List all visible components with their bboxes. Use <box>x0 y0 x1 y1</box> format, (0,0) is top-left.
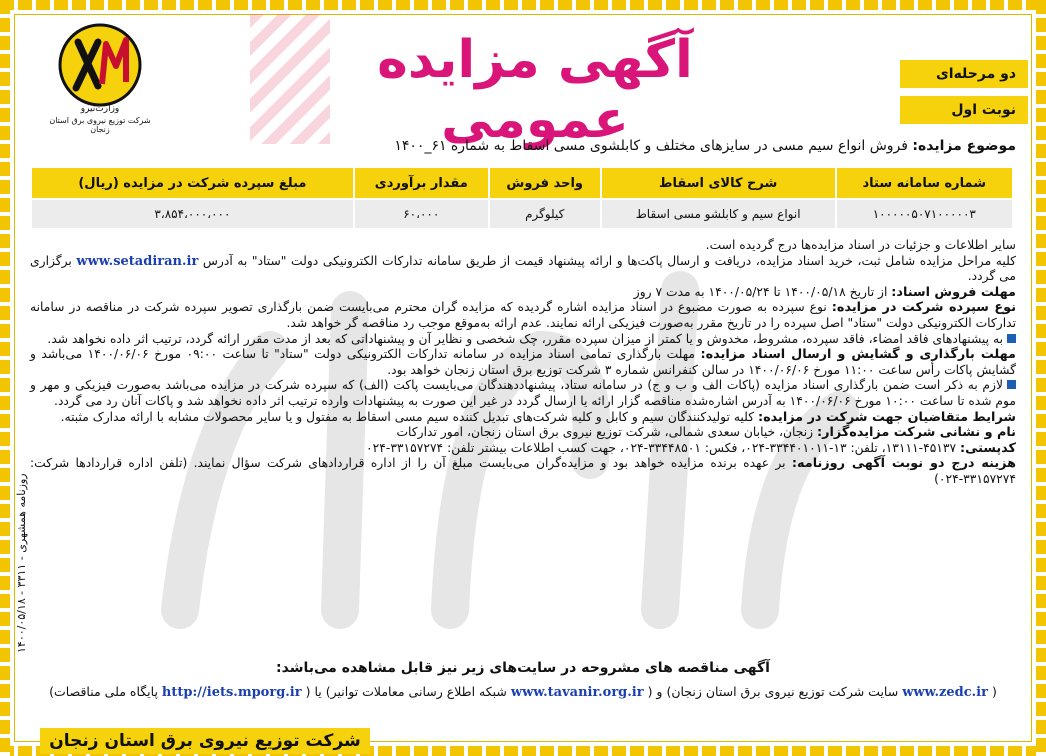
address-paragraph <box>30 425 1016 441</box>
sale-deadline-text: از تاریخ ۱۴۰۰/۰۵/۱۸ تا ۱۴۰۰/۰۵/۲۴ به مدت ۷ روز <box>633 284 888 299</box>
cost-text: بر عهده برنده مزایده خواهد بود و مزایده‌گران می‌بایست مبلغ آن را از اداره قراردادهای شرکت سؤال نمایند. (تلفن اداره قراردادها شرکت: ۳۳۱۵۷۲۷۴-۰۲۴) <box>30 456 1016 486</box>
cost-label: هزینه درج دو نوبت آگهی روزنامه: <box>791 456 1016 472</box>
deposit-paragraph <box>30 300 1016 331</box>
col-deposit-amount: مبلغ سپرده شرکت در مزایده (ریال) <box>31 167 354 199</box>
bullet-square-icon <box>1007 380 1016 389</box>
col-item-description: شرح کالای اسقاط <box>601 167 836 199</box>
bullet-text: لازم به ذکر است ضمن بارگذاری اسناد مزایده (پاکات الف و ب و ج) در سامانه ستاد، پیشنهاددهندگان می‌بایست پاکت (الف) که سپرده شرکت در مزایده می‌باشد به‌صورت فیزیکی و مهر و موم شده تا ساعت ۱۰:۰۰ مورخ ۱۴۰۰/۰۶/۰۶ به آدرس اشاره‌شده مناقصه گزار ارائه یا ارسال گردد در غیر این صورت به پیشنهادات وارده ترتیب اثر داده نخواهد شد و پاکات آنان رد می گردد. <box>30 378 1016 408</box>
bullet-square-icon <box>1007 334 1016 343</box>
paren-open: ( <box>991 684 997 699</box>
deposit-label: نوع سپرده شرکت در مزایده: <box>831 300 1016 316</box>
sale-deadline <box>30 285 1016 301</box>
sites-line <box>30 684 1016 700</box>
deposit-text: نوع سپرده به صورت مضبوع در اسناد مزایده اشاره گردیده که مزایده گران محترم می‌بایست ضمن بارگذاری تصویر سپرده شرکت در مناقصه در سامانه تدارکات الکترونیکی دولت "ستاد" اصل سپرده را در تاریخ مقرر به‌صورت فیزیکی ارائه نمایند. عدم ارائه به‌موقع موجب رد مناقصه گر خواهد شد. <box>30 300 1016 330</box>
cell-sale-unit: کیلوگرم <box>489 199 601 229</box>
tavanir-link[interactable]: www.tavanir.org.ir <box>510 685 644 700</box>
logo-ministry-text: وزارت‌نیرو <box>80 104 120 114</box>
postal-paragraph <box>30 441 1016 457</box>
bullet-text: به پیشنهادهای فاقد امضاء، فاقد سپرده، مشروط، مخدوش و یا کمتر از میزان سپرده مقرر، چک شخصی و نظایر آن و پیشنهاداتی که بعد از مدت مقرر ارائه گردد، ترتیب اثر داده نخواهد شد. <box>47 331 1003 346</box>
cell-setad-number: ۱۰۰۰۰۰۵۰۷۱۰۰۰۰۰۳ <box>836 199 1013 229</box>
cell-deposit-amount: ۳،۸۵۴،۰۰۰،۰۰۰ <box>31 199 354 229</box>
tavanir-text: شبکه اطلاع رسانی معاملات توانیر) یا ( <box>305 684 507 699</box>
table-row <box>31 199 1013 229</box>
advert-body <box>30 238 1016 488</box>
process-end-text: برگزاری می گردد. <box>30 253 1016 284</box>
col-sale-unit: واحد فروش <box>489 167 601 199</box>
iets-link[interactable]: http://iets.mporg.ir <box>161 685 302 700</box>
info-paragraph: سایر اطلاعات و جزئیات در اسناد مزایده‌ها درج گردیده است. <box>705 238 1016 252</box>
subject-text: فروش انواع سیم مسی در سایزهای مختلف و کابلشوی مسی اسقاط به شماره ۶۱_۱۴۰۰ <box>394 138 908 154</box>
address-text: زنجان، خیابان سعدی شمالی، شرکت توزیع نیروی برق استان زنجان، امور تدارکات <box>396 425 814 440</box>
col-estimated-quantity: مقدار برآوردی <box>354 167 489 199</box>
conditions-label: شرایط متقاضیان جهت شرکت در مزایده: <box>757 409 1016 425</box>
cost-paragraph <box>30 456 1016 487</box>
table-header-row <box>31 167 1013 199</box>
tag-two-stage: دو مرحله‌ای <box>900 60 1028 88</box>
address-label: نام و نشانی شرکت مزایده‌گزار: <box>817 425 1016 441</box>
bullet-item <box>30 378 1016 409</box>
process-paragraph <box>30 254 1016 285</box>
upload-paragraph <box>30 347 1016 378</box>
zedc-text: سایت شرکت توزیع نیروی برق استان زنجان) و ( <box>647 684 899 699</box>
bullet-item <box>30 332 1016 348</box>
subject-line <box>296 138 1016 154</box>
postal-label: کدپستی: <box>960 440 1016 456</box>
side-caption-text: روزنامه همشهری - ۳۳۱۱ - ۱۴۰۰/۰۵/۱۸ <box>15 473 28 653</box>
zedc-link[interactable]: www.zedc.ir <box>902 685 988 700</box>
col-setad-number: شماره سامانه ستاد <box>836 167 1013 199</box>
bid-table <box>30 166 1014 230</box>
cell-item-description: انواع سیم و کابلشو مسی اسقاط <box>601 199 836 229</box>
frame-top <box>0 0 1046 10</box>
subject-label: موضوع مزایده: <box>912 138 1016 154</box>
frame-right <box>1036 0 1046 756</box>
postal-text: ۴۵۱۳۷-۱۳۱۱۱، تلفن: ۱۳-۳۳۴۴۰۱۰۱۱-۰۲۴، فکس: ۳۳۴۴۸۵۰۱-۰۲۴، جهت کسب اطلاعات بیشتر تلفن: ۳۳۱۵۷۲۷۴-۰۲۴ <box>366 440 957 455</box>
conditions-paragraph <box>30 410 1016 426</box>
upload-label: مهلت بارگذاری و گشایش و ارسال اسناد مزایده: <box>700 347 1016 363</box>
process-text: کلیه مراحل مزایده شامل ثبت، خرید اسناد مزایده، دریافت و ارسال پاکت‌ها و ارائه پیشنهاد قیمت از طریق سامانه تدارکات الکترونیکی دولت "ستاد" به آدرس <box>202 253 1016 268</box>
conditions-text: کلیه تولیدکنندگان سیم و کابل و کلیه شرکت‌های تبدیل کننده سیم مسی اسقاط به مفتول و یا سایر محصولات مشابه با ارائه مدارک مثبته. <box>60 409 755 424</box>
tag-first-round: نوبت اول <box>900 96 1028 124</box>
page-title: آگهی مزایده عمومی <box>377 30 693 150</box>
iets-text: پایگاه ملی مناقصات) <box>49 684 158 699</box>
footer-company-name: شرکت توزیع نیروی برق استان زنجان <box>40 728 370 754</box>
logo-company-text: شرکت توزیع نیروی برق استان زنجان <box>49 116 151 134</box>
upload-text: مهلت بارگذاری تمامی اسناد مزایده در سامانه تدارکات الکترونیکی دولت "ستاد" تا ساعت ۰۹:۰۰ مورخ ۱۴۰۰/۰۶/۰۶ می‌باشد و گشایش پاکات رأس ساعت ۱۱:۰۰ مورخ ۱۴۰۰/۰۶/۰۶ در سالن کنفرانس شماره ۳ شرکت توزیع برق استان زنجان خواهد بود. <box>30 347 1016 377</box>
sites-title: آگهی مناقصه های مشروحه در سایت‌های زیر نیز قابل مشاهده می‌باشد: <box>276 660 770 676</box>
newspaper-side-caption <box>10 425 32 655</box>
sale-deadline-label: مهلت فروش اسناد: <box>891 284 1016 300</box>
cell-estimated-quantity: ۶۰،۰۰۰ <box>354 199 489 229</box>
frame-left <box>0 0 10 756</box>
setad-link[interactable]: www.setadiran.ir <box>76 253 199 269</box>
